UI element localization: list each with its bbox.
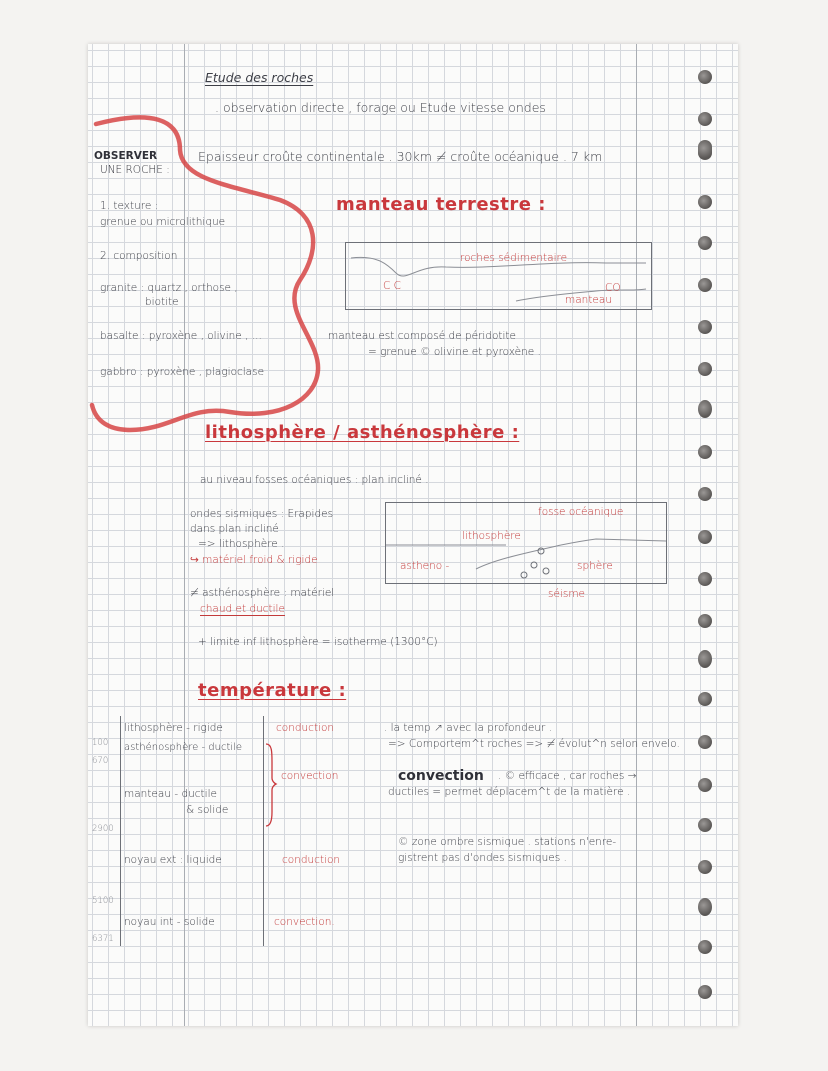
layer-asthenosphere: asthénosphère - ductile (124, 742, 243, 753)
diagram-litho-label: lithosphère (462, 530, 521, 542)
ondes-line-2: dans plan incliné (190, 523, 279, 535)
process-conduction-2: conduction (282, 854, 341, 866)
diagram-roches-label: roches sédimentaire (460, 252, 568, 264)
texture-title: 1. texture : (100, 200, 159, 212)
layer-noyau-ext: noyau ext : liquide (124, 854, 222, 866)
diagram-seisme-label: séisme (548, 588, 586, 600)
convection-title: convection (398, 768, 484, 784)
header-line-1: . observation directe , forage ou Etude vitesse ondes (215, 100, 546, 115)
fosses-line: au niveau fosses océaniques : plan incliné . (200, 474, 429, 486)
diagram-cc-label: C C (383, 280, 402, 292)
manteau-title: manteau terrestre : (336, 194, 546, 215)
depth-label: 5100 (92, 896, 114, 906)
manteau-text-1: manteau est composé de péridotite (328, 330, 517, 342)
diagram-co-label: CO (605, 282, 621, 294)
depth-label: 6371 (92, 934, 114, 944)
process-convection-2: convection. (274, 916, 335, 928)
page-title: Etude des roches (205, 70, 314, 85)
manteau-text-2: = grenue © olivine et pyroxène . (368, 346, 541, 358)
materiel-line: ↪ matériel froid & rigide (190, 554, 318, 566)
process-convection-1: convection (281, 770, 339, 782)
diagram-astheno-label: astheno - (400, 560, 450, 572)
depth-label: 100 (92, 738, 109, 748)
limite-line: + limite inf lithosphère = isotherme (1300°C) (198, 636, 438, 648)
diagram-manteau-label: manteau (565, 294, 612, 306)
temp-note-2: => Comportem^t roches => ≠ évolut^n selon envelo. (388, 738, 680, 750)
temperature-title: température : (198, 680, 347, 701)
brace-icon (262, 742, 278, 828)
table-left-border (120, 716, 121, 946)
ombre-line-1: © zone ombre sismique . stations n'enre- (398, 836, 617, 848)
ondes-line-3: => lithosphère . (198, 538, 285, 550)
sidebar-heading-1: OBSERVER (94, 150, 158, 162)
gabbro-line: gabbro : pyroxène , plagioclase (100, 366, 265, 378)
astheno-line-2: chaud et ductile (200, 603, 285, 615)
temp-note-1: . la temp ↗ avec la profondeur . (384, 722, 552, 734)
texture-value: grenue ou microlithique (100, 216, 226, 228)
sidebar-heading-2: UNE ROCHE : (100, 164, 170, 176)
litho-title: lithosphère / asthénosphère : (205, 422, 520, 443)
depth-label: 670 (92, 756, 109, 766)
ondes-line-1: ondes sismiques : Erapides (190, 508, 334, 520)
layer-manteau-2: & solide (186, 804, 229, 816)
layer-noyau-int: noyau int - solide (124, 916, 215, 928)
diagram-sphere-label: sphère (577, 560, 613, 572)
granite-line-2: biotite (145, 296, 179, 308)
granite-line-1: granite : quartz , orthose , (100, 282, 238, 294)
depth-label: 2900 (92, 824, 114, 834)
basalte-line: basalte : pyroxène , olivine , ... (100, 330, 262, 342)
layer-manteau: manteau - ductile (124, 788, 217, 800)
diagram-fosse-label: fosse océanique (538, 506, 624, 518)
layer-lithosphere: lithosphère - rigide (124, 722, 223, 734)
header-line-2: Epaisseur croûte continentale . 30km ≠ croûte océanique . 7 km (198, 149, 603, 164)
ombre-line-2: gistrent pas d'ondes sismiques . (398, 852, 567, 864)
convection-text-2: ductiles = permet déplacem^t de la matière . (388, 786, 631, 798)
astheno-line-1: ≠ asthénosphère : matériel (190, 587, 335, 599)
convection-text-1: . © efficace , car roches → (498, 770, 637, 782)
process-conduction-1: conduction (276, 722, 335, 734)
composition-title: 2. composition (100, 250, 178, 262)
